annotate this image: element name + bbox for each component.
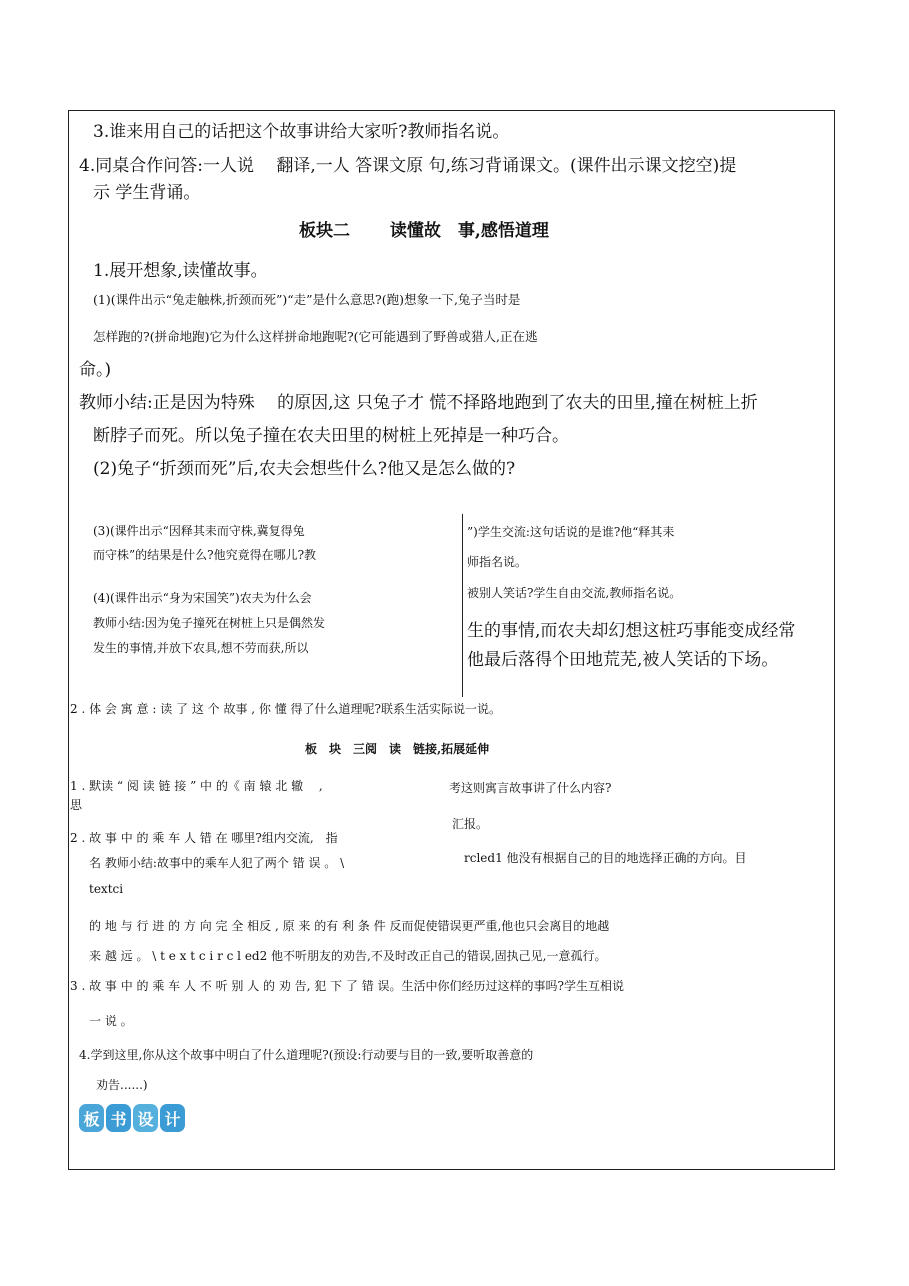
section-3-item-3-line1: 3 . 故 事 中 的 乘 车 人 不 听 别 人 的 劝 告, 犯 下 了 错 误。生活中你们经历过这样的事吗?学生互相说 [70,979,624,993]
left-column-line: (3)(课件出示“因释其耒而守株,冀复得兔 [93,524,305,538]
section-2-item-1: 1.展开想象,读懂故事。 [93,261,268,281]
left-column-line: 教师小结:因为兔子撞死在树桩上只是偶然发 [93,616,326,630]
paragraph-line2: 来 越 远 。 \ t e x t c i r c l ed2 他不听朋友的劝告,不及时改正自己的错误,固执己见,一意孤行。 [89,949,607,963]
question-2-text: (2)兔子“折颈而死”后,农夫会想些什么?他又是怎么做的? [93,459,516,479]
right-column-line: ”)学生交流:这句话说的是谁?他“释其耒 [467,525,675,539]
section-3-item-1-right: 考这则寓言故事讲了什么内容? [449,781,612,795]
left-column-line: 发生的事情,并放下农具,想不劳而获,所以 [93,641,309,655]
question-1-line1: (1)(课件出示“兔走触株,折颈而死”)“走”是什么意思?(跑)想象一下,兔子当时是 [93,292,521,307]
section-3-item-2-line3: textci [89,882,124,896]
section-3-item-2-line2: 名 教师小结:故事中的乘车人犯了两个 错 误 。 \ [89,856,345,870]
section-3-item-2-right: 汇报。 [452,817,489,831]
paragraph-line1: 的 地 与 行 进 的 方 向 完 全 相反 , 原 来 的有 利 条 件 反而促使错误更严重,他也只会离目的地越 [89,919,610,933]
section-3-item-1-line1: 1 . 默读 “ 阅 读 链 接 ” 中 的《 南 辕 北 辙 , [70,779,323,793]
section-3-item-2-right2: rcled1 他没有根据自己的目的地选择正确的方向。目 [464,851,747,865]
section-3-heading: 板 块 三阅 读 链接,拓展延伸 [305,742,490,756]
section-3-item-2-line1: 2 . 故 事 中 的 乘 车 人 错 在 哪里?组内交流, 指 [70,831,338,845]
right-column-line: 生的事情,而农夫却幻想这桩巧事能变成经常 [467,621,796,641]
board-design-logo [79,1104,185,1134]
step-4-text-line2: 示 学生背诵。 [93,183,201,203]
logo-char: 书 [106,1104,131,1132]
column-divider [462,514,463,697]
section-3-item-4-line2: 劝告......) [96,1078,148,1092]
logo-char: 板 [79,1104,104,1132]
logo-char: 计 [160,1104,185,1132]
left-column-line: 而守株”的结果是什么?他究竟得在哪儿?教 [93,548,317,562]
section-3-item-3-line2: 一 说 。 [89,1014,133,1028]
right-column-line: 被别人笑话?学生自由交流,教师指名说。 [467,586,682,600]
step-4-text-line1: 4.同桌合作问答:一人说 翻译,一人 答课文原 句,练习背诵课文。(课件出示课文挖空)提 [79,156,737,176]
teacher-summary-line2: 断脖子而死。所以兔子撞在农夫田里的树桩上死掉是一种巧合。 [93,426,569,446]
step-3-text: 3.谁来用自己的话把这个故事讲给大家听?教师指名说。 [93,122,510,142]
teacher-summary-line1: 教师小结:正是因为特殊 的原因,这 只兔子才 慌不择路地跑到了农夫的田里,撞在树桩上折 [79,393,758,413]
logo-char: 设 [133,1104,158,1132]
section-3-item-4-line1: 4.学到这里,你从这个故事中明白了什么道理呢?(预设:行动要与目的一致,要听取善意的 [79,1048,534,1062]
section-2-item-2: 2 . 体 会 寓 意 : 读 了 这 个 故事 , 你 懂 得了什么道理呢?联系生活实际说一说。 [70,702,501,716]
left-column-line: (4)(课件出示“身为宋国笑”)农夫为什么会 [93,591,312,605]
right-column-line: 他最后落得个田地荒芜,被人笑话的下场。 [467,650,779,670]
question-1-line2: 怎样跑的?(拼命地跑)它为什么这样拼命地跑呢?(它可能遇到了野兽或猎人,正在逃 [93,329,538,344]
right-column-line: 师指名说。 [467,555,528,569]
question-1-line3: 命。) [79,360,112,380]
section-3-item-1-line2: 思 [70,798,83,812]
section-2-heading: 板块二 读懂故 事,感悟道理 [299,221,549,241]
